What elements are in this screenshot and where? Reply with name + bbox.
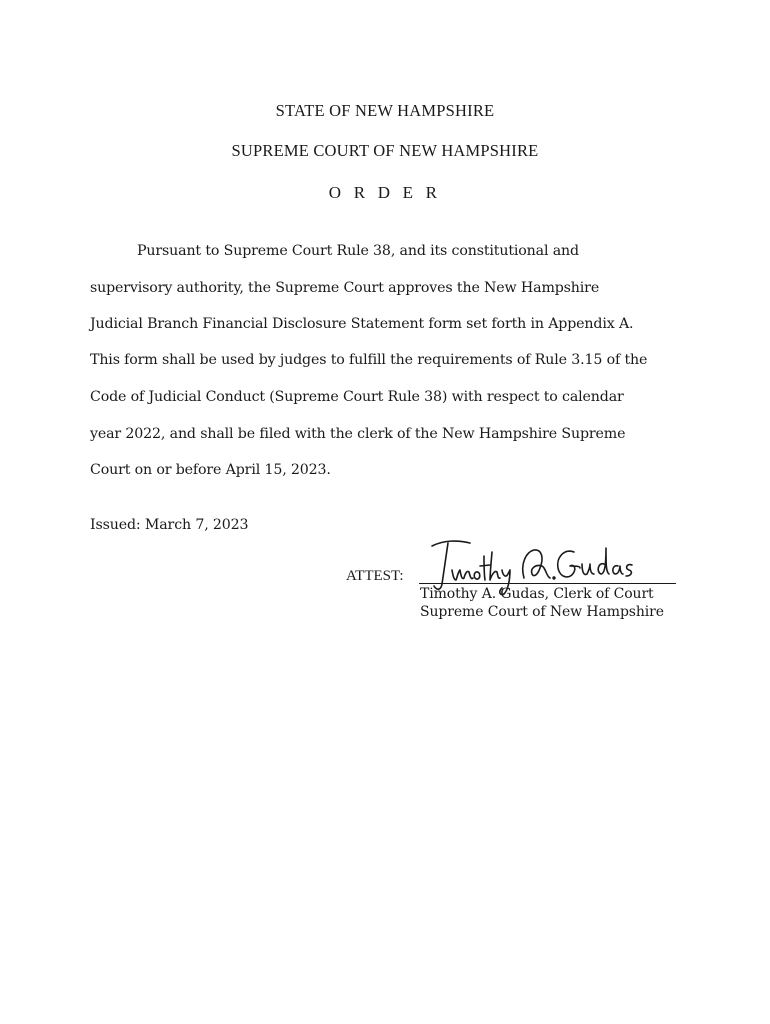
body-line: year 2022, and shall be filed with the clerk of the New Hampshire Supreme <box>90 426 626 442</box>
body-line: Code of Judicial Conduct (Supreme Court Rule 38) with respect to calendar <box>90 389 624 405</box>
clerk-court: Supreme Court of New Hampshire <box>420 604 664 620</box>
body-line: supervisory authority, the Supreme Court approves the New Hampshire <box>90 280 600 296</box>
signature-line <box>419 583 676 584</box>
issued-date: Issued: March 7, 2023 <box>90 517 249 533</box>
body-line: Pursuant to Supreme Court Rule 38, and its constitutional and <box>137 243 579 259</box>
body-line: Court on or before April 15, 2023. <box>90 462 331 478</box>
clerk-name: Timothy A. Gudas, Clerk of Court <box>420 586 654 602</box>
attest-label: ATTEST: <box>346 568 404 584</box>
order-title: O R D E R <box>328 183 442 202</box>
body-line: Judicial Branch Financial Disclosure Statement form set forth in Appendix A. <box>90 316 634 332</box>
body-line: This form shall be used by judges to fulfill the requirements of Rule 3.15 of the <box>90 352 648 368</box>
court-heading: SUPREME COURT OF NEW HAMPSHIRE <box>231 141 539 160</box>
state-heading: STATE OF NEW HAMPSHIRE <box>275 101 495 120</box>
